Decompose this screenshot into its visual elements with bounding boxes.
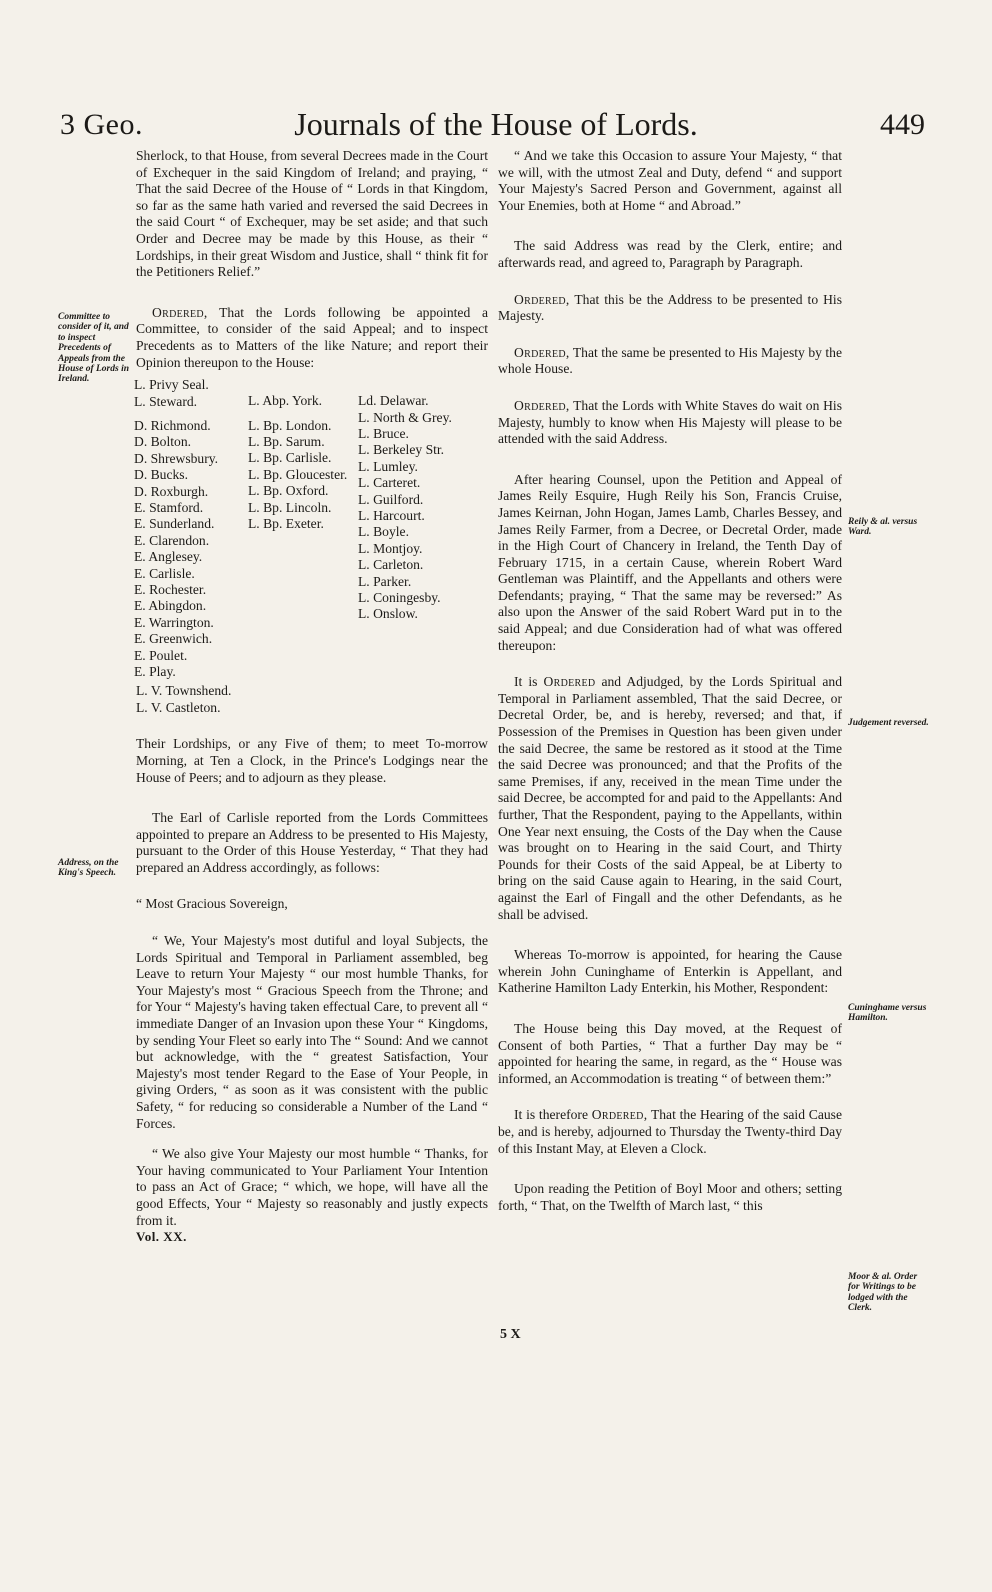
order-text: That this be the Address to be presented to His Majesty. <box>498 291 842 324</box>
lord-entry: L. Carteret. <box>358 475 421 491</box>
lord-entry: L. Steward. <box>134 393 198 409</box>
ordered-word: Ordered, <box>514 291 570 307</box>
lord-entry: D. Roxburgh. <box>134 483 209 499</box>
running-head-left: 3 Geo. <box>60 108 143 141</box>
adjournment-paragraph <box>498 1107 842 1157</box>
margin-note-cuninghame: Cuninghame versus Hamilton. <box>848 1003 927 1024</box>
lord-entry: E. Clarendon. <box>134 532 210 548</box>
margin-note-committee: Committee to consider of it, and to inspect Precedents of Appeals from the House of Lords in Ireland. <box>58 312 129 385</box>
viscounts-list <box>136 683 488 716</box>
lord-entry: L. Carleton. <box>358 557 424 573</box>
lord-entry: E. Play. <box>134 664 176 680</box>
lord-entry: L. Bp. Exeter. <box>248 515 324 531</box>
ordered-word: Ordered, <box>591 1107 648 1123</box>
lord-entry: E. Warrington. <box>134 614 214 630</box>
order-paragraph-3 <box>498 398 842 448</box>
lords-column-2 <box>248 393 347 532</box>
lord-entry: L. Bp. Oxford. <box>248 483 329 499</box>
lord-entry: E. Stamford. <box>134 499 204 515</box>
running-head-title: Journals of the House of Lords. <box>294 106 698 142</box>
lord-entry: E. Poulet. <box>134 647 188 663</box>
lord-entry: D. Bolton. <box>134 434 192 450</box>
adjournment-text: That the Hearing of the said Cause be, and is hereby, adjourned to Thursday the Twenty-third Day of this Instant May, at Eleven a Clock. <box>498 1107 842 1156</box>
lords-column-3 <box>358 393 452 623</box>
lord-entry: L. Coningesby. <box>358 590 441 605</box>
lord-entry: E. Anglesey. <box>134 549 203 565</box>
page-number: 449 <box>880 108 925 141</box>
order-text: That the Lords with White Staves do wait on His Majesty, humbly to know when His Majesty will please to be attended with the said Address. <box>498 397 842 447</box>
reily-appeal-paragraph: After hearing Counsel, upon the Petition and Appeal of James Reily Esquire, Hugh Reily his Son, Francis Cruise, James Keirnan, John Hogan, James Lamb, Charles Bessey, and James Reily Farmer, from a Decree, or Decretal Order, made in the High Court of Chancery in Ireland, the Tenth Day of February 1715, in a certain Cause, wherein Robert Ward Gentleman was Plaintiff, and the Appellants and others were Defendants; praying, “ That the same may be reversed:” As also upon the Answer of the said Robert Ward put in to the said Appeal; and due Consideration had of what was offered thereupon: <box>498 471 842 653</box>
moved-paragraph: The House being this Day moved, at the Request of Consent of both Parties, “ That a further Day may be “ appointed for hearing the same, in regard, as the “ House was informed, an Accommodation is treating “ of between them:” <box>498 1020 842 1086</box>
lord-entry: L. Privy Seal. <box>134 377 209 393</box>
address-read-paragraph: The said Address was read by the Clerk, entire; and afterwards read, and agreed to, Paragraph by Paragraph. <box>498 238 842 270</box>
order-paragraph-1 <box>498 292 842 325</box>
lord-entry: L. Harcourt. <box>358 507 425 523</box>
lord-entry: D. Richmond. <box>134 417 211 433</box>
meeting-paragraph: Their Lordships, or any Five of them; to meet To-morrow Morning, at Ten a Clock, in the Prince's Lodgings near the House of Peers; and to adjourn as they please. <box>136 736 488 785</box>
margin-note-address: Address, on the King's Speech. <box>58 858 119 879</box>
judgement-paragraph <box>498 674 842 923</box>
salutation: “ Most Gracious Sovereign, <box>136 896 288 912</box>
margin-note-judgement: Judgement reversed. <box>848 718 929 728</box>
lord-entry: D. Shrewsbury. <box>134 450 219 466</box>
committee-lords-list <box>134 377 488 680</box>
lord-entry: L. North & Grey. <box>358 409 452 425</box>
ordered-word: Ordered, <box>514 344 570 360</box>
lord-entry: Ld. Delawar. <box>358 393 429 409</box>
lord-entry: E. Abingdon. <box>134 598 207 614</box>
margin-note-moor: Moor & al. Order for Writings to be lodged with the Clerk. <box>848 1272 918 1314</box>
lord-entry: L. Guilford. <box>358 491 424 507</box>
lord-entry: L. Bp. Carlisle. <box>248 450 332 466</box>
lords-column-1 <box>134 377 218 680</box>
lord-entry: L. V. Townshend. <box>136 683 232 699</box>
judgement-prefix: It is <box>514 674 544 690</box>
lord-entry: L. Lumley. <box>358 458 418 474</box>
lord-entry: L. Berkeley Str. <box>358 442 445 458</box>
carlisle-report-paragraph: The Earl of Carlisle reported from the Lords Committees appointed to prepare an Address to be presented to His Majesty, pursuant to the Order of this House Yesterday, “ That they had prepared an Address accordingly, as follows: <box>136 810 488 875</box>
moor-petition-paragraph: Upon reading the Petition of Boyl Moor and others; setting forth, “ That, on the Twelfth of March last, “ this <box>498 1181 842 1213</box>
right-column <box>498 148 842 1214</box>
lord-entry: D. Bucks. <box>134 467 188 483</box>
lord-entry: L. Bp. Lincoln. <box>248 499 332 515</box>
address-paragraph-2: “ We also give Your Majesty our most humble “ Thanks, for Your having communicated to Your Parliament Your Intention to pass an Act of Grace; “ which, we hope, will have all the good Effects, Your “ Majesty so reasonably and justly expects from it. <box>136 1146 488 1228</box>
lord-entry: L. Montjoy. <box>358 540 423 556</box>
order-text: That the same be presented to His Majesty by the whole House. <box>498 344 842 377</box>
lord-entry: L. Bp. Sarum. <box>248 433 325 449</box>
committee-order-text: That the Lords following be appointed a Committee, to consider of the said Appeal; and to inspect Precedents as to Matters of the like Nature; and report their Opinion thereupon to the House: <box>136 304 488 370</box>
ordered-word: Ordered <box>543 674 596 690</box>
committee-order-paragraph <box>136 305 488 371</box>
intro-paragraph: Sherlock, to that House, from several Decrees made in the Court of Exchequer in the said Kingdom of Ireland; and praying, “ That the said Decree of the House of “ Lords in that Kingdom, so far as the same hath varied and reversed the said Decrees in the said Court “ of Exchequer, may be set aside; and that such Order and Decree may be made by this House, as their “ Lordships, in their great Wisdom and Justice, shall “ think fit for the Petitioners Relief.” <box>136 148 488 280</box>
lord-entry: E. Rochester. <box>134 582 207 597</box>
left-column <box>136 148 488 1246</box>
margin-note-reily: Reily & al. versus Ward. <box>848 517 918 538</box>
lord-entry: L. Abp. York. <box>248 393 323 409</box>
lord-entry: E. Carlisle. <box>134 565 195 581</box>
lord-entry: L. Boyle. <box>358 524 409 540</box>
address-paragraph-1: “ We, Your Majesty's most dutiful and loyal Subjects, the Lords Spiritual and Temporal in Parliament assembled, beg Leave to return Your Majesty “ our most humble Thanks, for Your Majesty's most “ Gracious Speech from the Throne; and for Your “ Majesty's having taken effectual Care, to prevent all “ immediate Danger of an Invasion upon these Your “ Kingdoms, by sending Your Fleet so early into The “ Sound: And we cannot but acknowledge, with the “ greatest Satisfaction, Your Majesty's most tender Regard to the Ease of Your People, in giving Orders, “ as soon as it was consistent with the public Safety, “ for reducing so considerable a Number of the Land “ Forces. <box>136 933 488 1131</box>
address-paragraph-3: “ And we take this Occasion to assure Your Majesty, “ that we will, with the utmost Zeal and Duty, defend “ and support Your Majesty's Sacred Person and Government, against all Your Enemies, both at Home “ and Abroad.” <box>498 148 842 213</box>
cuninghame-paragraph: Whereas To-morrow is appointed, for hearing the Cause wherein John Cuninghame of Enterkin is Appellant, and Katherine Hamilton Lady Enterkin, his Mother, Respondent: <box>498 947 842 996</box>
signature-mark: 5 X <box>500 1327 521 1342</box>
adjournment-prefix: It is therefore <box>514 1107 592 1123</box>
lord-entry: L. Bp. Gloucester. <box>248 466 348 482</box>
lord-entry: L. Bp. London. <box>248 417 332 433</box>
lord-entry: E. Greenwich. <box>134 631 213 647</box>
lord-entry: L. Onslow. <box>358 606 418 622</box>
lord-entry: L. Bruce. <box>358 425 409 441</box>
ordered-word: Ordered, <box>514 397 570 413</box>
lord-entry: L. Parker. <box>358 573 412 589</box>
volume-marker: Vol. XX. <box>136 1229 187 1245</box>
order-paragraph-2 <box>498 345 842 378</box>
lord-entry: E. Sunderland. <box>134 516 215 532</box>
ordered-word: Ordered, <box>152 304 208 320</box>
judgement-text: and Adjudged, by the Lords Spiritual and Temporal in Parliament assembled, That the said Decree, or Decretal Order, be, and is hereby, reversed; and that, if Possession of the Premises in Question has been given under the said Decree, the same be restored as it stood at the Time the said Decree was pronounced; and that the Profits of the same Premises, if any, received in the mean Time under the said Decree, be accompted for and paid to the Appellants: And further, That the Respondent, paying to the Appellants, within One Year next ensuing, the Costs of the Day when the Cause was brought on to Hearing in the said Court, and Thirty Pounds for their Costs of the said Appeal, be at Liberty to bring on the said Cause again to Hearing, in the said Court, against the Earl of Fingall and the other Defendants, as he shall be advised. <box>498 674 843 922</box>
lord-entry: L. V. Castleton. <box>136 699 221 715</box>
